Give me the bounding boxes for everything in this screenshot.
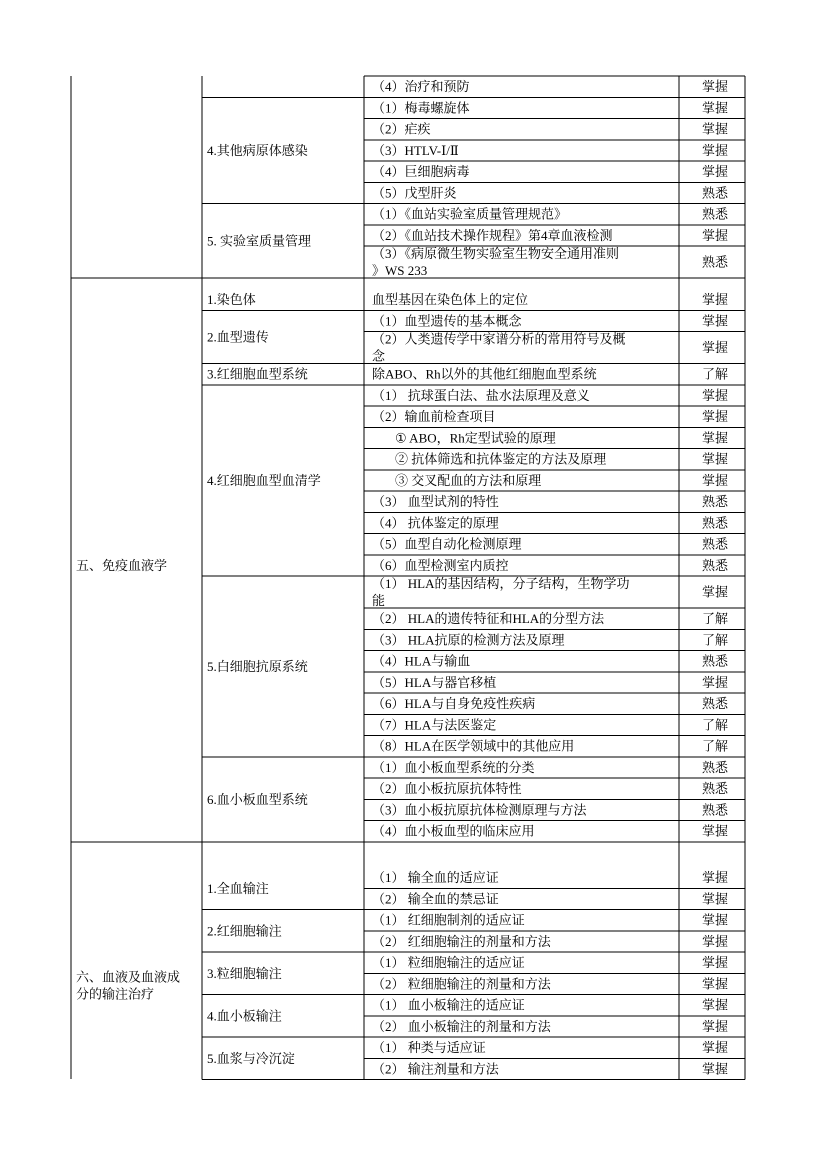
topic-label: 5. 实验室质量管理 — [207, 233, 312, 249]
level-badge: 掌握 — [701, 976, 729, 992]
level-badge: 掌握 — [701, 121, 729, 137]
level-badge: 掌握 — [701, 164, 729, 180]
item-text: （4） 抗体鉴定的原理 — [372, 515, 499, 531]
item-text-line: 念 — [372, 348, 386, 364]
level-badge: 熟悉 — [701, 206, 729, 222]
level-badge: 掌握 — [701, 891, 729, 907]
topic-label: 2.红细胞输注 — [207, 923, 282, 939]
level-badge: 掌握 — [701, 955, 729, 971]
item-text: （1） 抗球蛋白法、盐水法原理及意义 — [372, 387, 590, 403]
item-text: （7）HLA与法医鉴定 — [372, 717, 497, 733]
item-text: 血型基因在染色体上的定位 — [372, 292, 529, 308]
topic-label: 2.血型遗传 — [207, 329, 269, 345]
level-badge: 熟悉 — [701, 759, 729, 775]
level-badge: 掌握 — [701, 1018, 729, 1034]
item-text: （5）血型自动化检测原理 — [372, 536, 522, 552]
topic-label: 6.血小板血型系统 — [207, 791, 308, 807]
item-text: （6）HLA与自身免疫性疾病 — [372, 696, 536, 712]
level-badge: 掌握 — [701, 79, 729, 95]
item-text: （3）血小板抗原抗体检测原理与方法 — [372, 802, 587, 818]
item-text: （6）血型检测室内质控 — [372, 557, 509, 573]
item-text: （5）HLA与器官移植 — [372, 674, 497, 690]
item-text: （2） 输全血的禁忌证 — [372, 891, 499, 907]
item-text-line: （2）人类遗传学中家谱分析的常用符号及概 — [372, 331, 626, 347]
item-text: ② 抗体筛选和抗体鉴定的方法及原理 — [395, 451, 607, 467]
topic-label: 1.染色体 — [207, 292, 256, 308]
item-text: （1） 粒细胞输注的适应证 — [372, 955, 525, 971]
item-text: 除ABO、Rh以外的其他红细胞血型系统 — [372, 366, 597, 382]
item-text: （2） 红细胞输注的剂量和方法 — [372, 933, 551, 949]
level-badge: 了解 — [701, 611, 729, 627]
topic-label: 4.红细胞血型血清学 — [207, 472, 321, 488]
topic-label: 3.粒细胞输注 — [207, 965, 282, 981]
section-title-line: 分的输注治疗 — [76, 986, 155, 1002]
item-text: （2） 血小板输注的剂量和方法 — [372, 1018, 551, 1034]
item-text-line: 》WS 233 — [372, 263, 428, 278]
level-badge: 掌握 — [701, 142, 729, 158]
topic-label: 5.血浆与冷沉淀 — [207, 1050, 295, 1066]
level-badge: 熟悉 — [701, 653, 729, 669]
item-text: （1） 血小板输注的适应证 — [372, 997, 525, 1013]
level-badge: 掌握 — [701, 451, 729, 467]
topic-label: 4.其他病原体感染 — [207, 142, 308, 158]
item-text: （2）疟疾 — [372, 121, 431, 137]
item-text: （2）《血站技术操作规程》第4章血液检测 — [372, 227, 613, 243]
level-badge: 掌握 — [701, 227, 729, 243]
section-title: 五、免疫血液学 — [76, 557, 168, 573]
item-text-line: （1） HLA的基因结构，分子结构，生物学功 — [372, 576, 630, 591]
level-badge: 熟悉 — [701, 536, 729, 552]
level-badge: 掌握 — [701, 430, 729, 446]
level-badge: 熟悉 — [701, 254, 729, 270]
level-badge: 掌握 — [701, 933, 729, 949]
level-badge: 熟悉 — [701, 494, 729, 510]
item-text-line: 能 — [372, 593, 386, 608]
item-text: （1） 输全血的适应证 — [372, 870, 499, 886]
level-badge: 掌握 — [701, 409, 729, 425]
item-text: （1） 红细胞制剂的适应证 — [372, 912, 525, 928]
level-badge: 掌握 — [701, 823, 729, 839]
item-text: （2） 粒细胞输注的剂量和方法 — [372, 976, 551, 992]
item-text: （4）血小板血型的临床应用 — [372, 823, 535, 839]
level-badge: 了解 — [701, 738, 729, 754]
level-badge: 掌握 — [701, 100, 729, 116]
item-text-line: （3）《病原微生物实验室生物安全通用准则 — [372, 246, 620, 261]
item-text: （1） 种类与适应证 — [372, 1040, 486, 1056]
level-badge: 掌握 — [701, 387, 729, 403]
item-text: （1）《血站实验室质量管理规范》 — [372, 206, 568, 222]
level-badge: 熟悉 — [701, 557, 729, 573]
section-title-line: 六、血液及血液成 — [76, 969, 181, 985]
level-badge: 掌握 — [701, 340, 729, 355]
level-badge: 熟悉 — [701, 802, 729, 818]
level-badge: 了解 — [701, 632, 729, 648]
item-text: （3） HLA抗原的检测方法及原理 — [372, 632, 565, 648]
level-badge: 了解 — [701, 717, 729, 733]
item-text: ① ABO，Rh定型试验的原理 — [395, 430, 556, 446]
item-text: （4）治疗和预防 — [372, 79, 470, 95]
level-badge: 掌握 — [701, 1061, 729, 1077]
level-badge: 掌握 — [701, 674, 729, 690]
level-badge: 掌握 — [701, 292, 729, 308]
item-text: （1）血小板血型系统的分类 — [372, 759, 535, 775]
topic-label: 5.白细胞抗原系统 — [207, 658, 308, 674]
item-text: （2） HLA的遗传特征和HLA的分型方法 — [372, 611, 605, 627]
level-badge: 熟悉 — [701, 781, 729, 797]
item-text: （3）HTLV-Ⅰ/Ⅱ — [372, 142, 459, 158]
level-badge: 掌握 — [701, 870, 729, 886]
item-text: （8）HLA在医学领域中的其他应用 — [372, 738, 575, 754]
item-text: （3） 血型试剂的特性 — [372, 494, 499, 510]
level-badge: 掌握 — [701, 472, 729, 488]
topic-label: 4.血小板输注 — [207, 1008, 282, 1024]
item-text: ③ 交叉配血的方法和原理 — [395, 472, 542, 488]
level-badge: 掌握 — [701, 584, 729, 600]
item-text: （4）巨细胞病毒 — [372, 164, 470, 180]
level-badge: 掌握 — [701, 997, 729, 1013]
level-badge: 熟悉 — [701, 515, 729, 531]
level-badge: 熟悉 — [701, 696, 729, 712]
level-badge: 掌握 — [701, 1040, 729, 1056]
topic-label: 1.全血输注 — [207, 880, 269, 896]
item-text: （4）HLA与输血 — [372, 653, 471, 669]
level-badge: 掌握 — [701, 912, 729, 928]
topic-label: 3.红细胞血型系统 — [207, 366, 308, 382]
level-badge: 熟悉 — [701, 185, 729, 201]
item-text: （2）血小板抗原抗体特性 — [372, 781, 522, 797]
level-badge: 了解 — [701, 366, 729, 382]
item-text: （5）戊型肝炎 — [372, 185, 457, 201]
item-text: （1）血型遗传的基本概念 — [372, 313, 522, 329]
item-text: （1）梅毒螺旋体 — [372, 100, 470, 116]
item-text: （2）输血前检查项目 — [372, 409, 496, 425]
level-badge: 掌握 — [701, 313, 729, 329]
item-text: （2） 输注剂量和方法 — [372, 1061, 499, 1077]
